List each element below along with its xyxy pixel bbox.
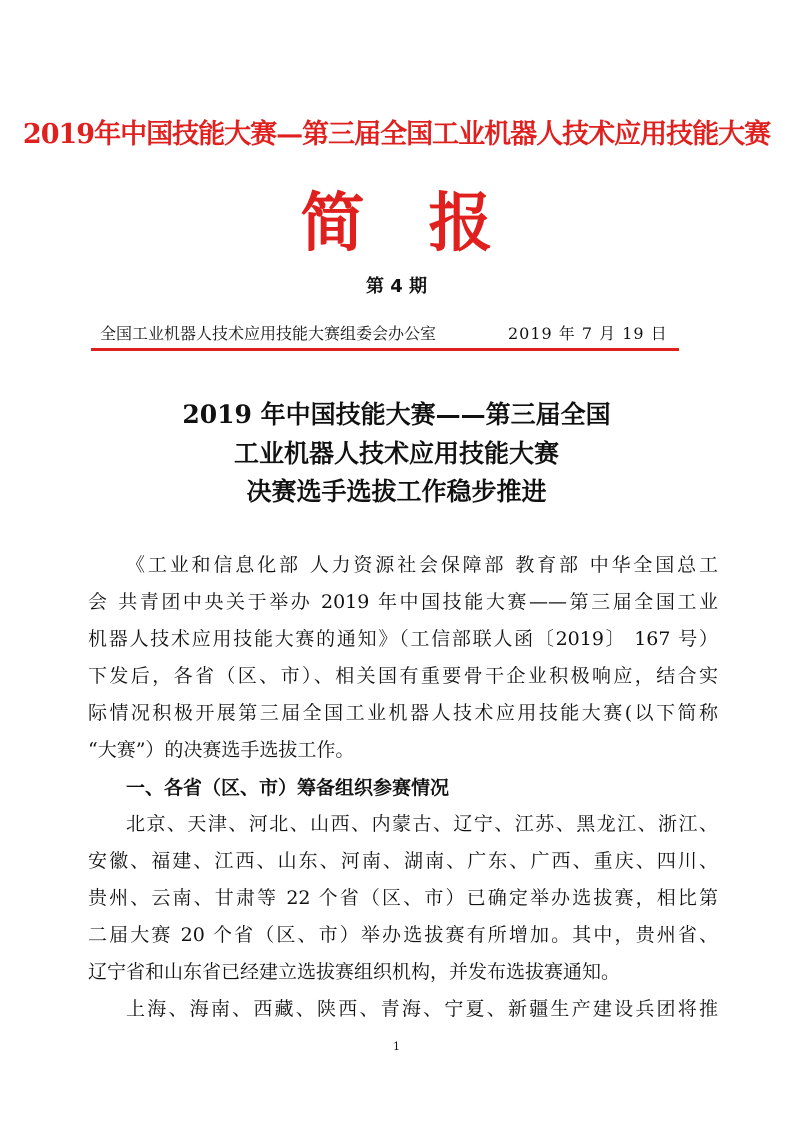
event-title: 2019年中国技能大赛—第三届全国工业机器人技术应用技能大赛 — [22, 119, 771, 150]
body-line: 二届大赛 20 个省（区、市）举办选拔赛有所增加。其中，贵州省、 — [88, 924, 718, 946]
body-line: “大赛”）的决赛选手选拔工作。 — [88, 739, 355, 761]
body-line: 《工业和信息化部 人力资源社会保障部 教育部 中华全国总工 — [126, 554, 718, 576]
article-title-line: 决赛选手选拔工作稳步推进 — [246, 477, 547, 506]
article-title-line: 2019 年中国技能大赛——第三届全国 — [182, 400, 611, 429]
body-line: 际情况积极开展第三届全国工业机器人技术应用技能大赛(以下简称 — [88, 702, 718, 724]
header-divider — [91, 348, 679, 351]
section-heading: 一、各省（区、市）筹备组织参赛情况 — [126, 777, 450, 799]
issuer-line — [100, 321, 700, 344]
article-title-line: 工业机器人技术应用技能大赛 — [233, 439, 559, 468]
body-line: 安徽、福建、江西、山东、河南、湖南、广东、广西、重庆、四川、 — [88, 850, 718, 872]
body-line: 上海、海南、西藏、陕西、青海、宁夏、新疆生产建设兵团将推 — [126, 998, 718, 1020]
issue-date: 2019 年 7 月 19 日 — [508, 324, 668, 343]
issue-number: 第 4 期 — [365, 276, 428, 297]
body-line: 辽宁省和山东省已经建立选拔赛组织机构，并发布选拔赛通知。 — [88, 961, 621, 983]
body-line: 贵州、云南、甘肃等 22 个省（区、市）已确定举办选拔赛，相比第 — [88, 887, 718, 909]
body-line: 机器人技术应用技能大赛的通知》（工信部联人函〔2019〕 167 号） — [88, 628, 718, 650]
body-line: 会 共青团中央关于举办 2019 年中国技能大赛——第三届全国工业 — [88, 591, 718, 613]
issuer-name: 全国工业机器人技术应用技能大赛组委会办公室 — [100, 324, 437, 343]
body-line: 北京、天津、河北、山西、内蒙古、辽宁、江苏、黑龙江、浙江、 — [126, 813, 718, 835]
masthead-title: 简报 — [300, 186, 557, 261]
page-number: 1 — [393, 1040, 400, 1053]
body-line: 下发后，各省（区、市）、相关国有重要骨干企业积极响应，结合实 — [88, 665, 718, 687]
